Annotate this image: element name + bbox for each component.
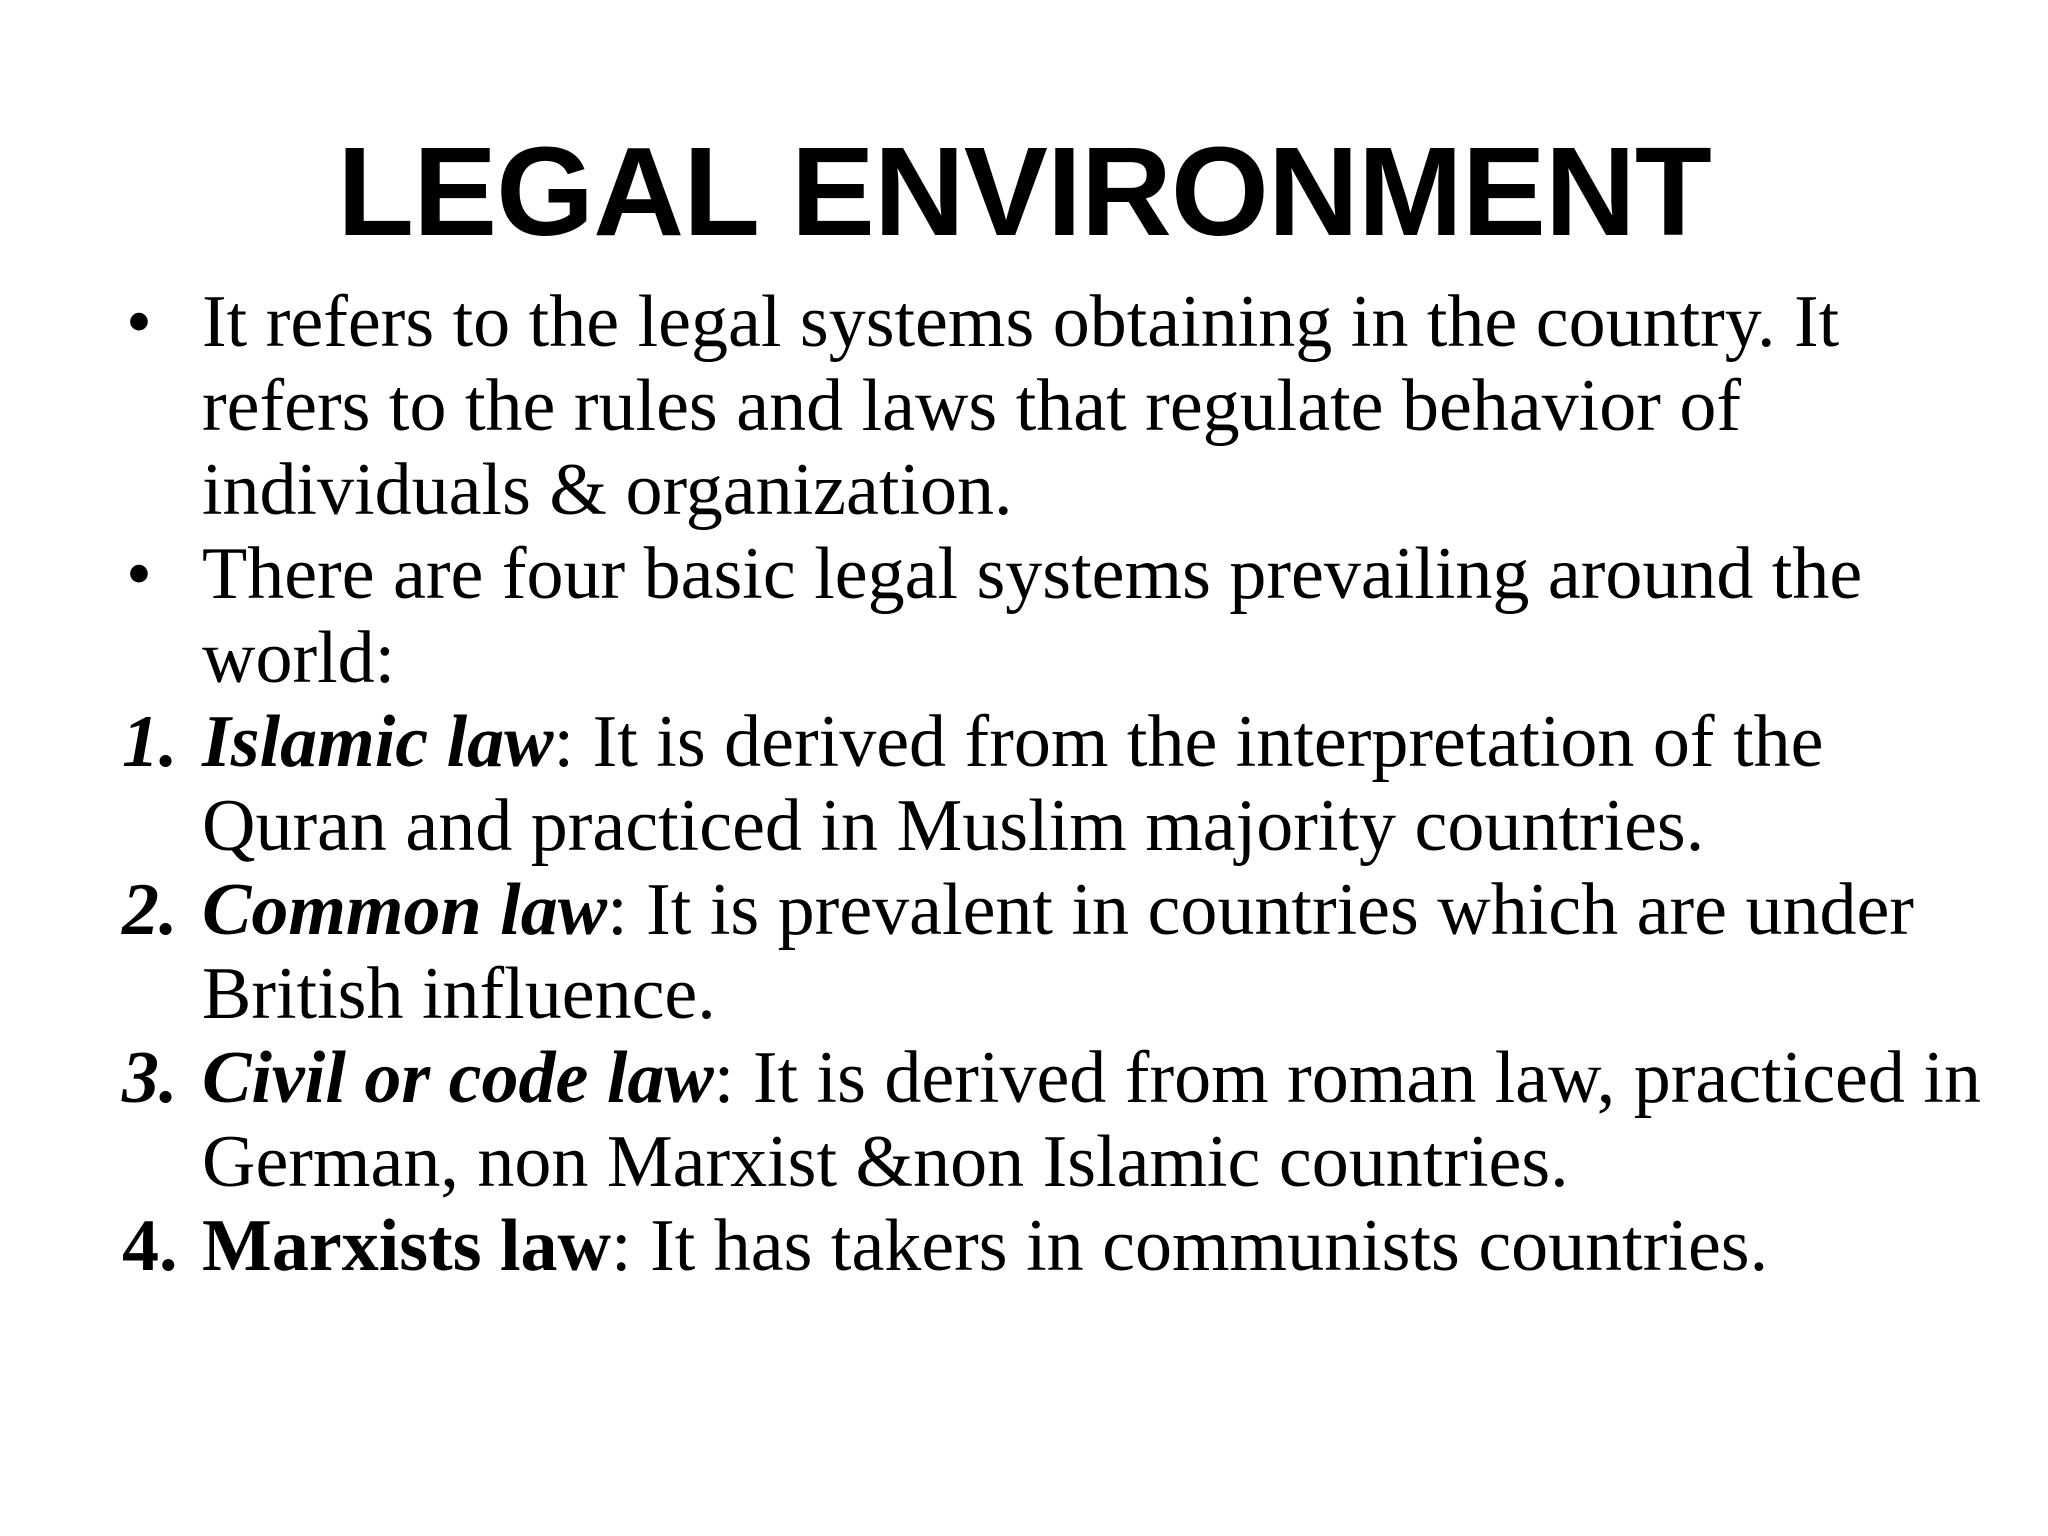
item-number: 4.	[122, 1205, 178, 1287]
bullet-text: There are four basic legal systems prevailing around the world:	[202, 533, 1863, 699]
item-number: 2.	[122, 869, 178, 951]
item-number: 3.	[122, 1037, 178, 1119]
bullet-text: It refers to the legal systems obtaining in the country. It refers to the rules and laws that regulate behavior of individuals & organization.	[202, 281, 1840, 531]
bullet-marker: •	[126, 281, 152, 363]
item-text: It has takers in communists countries.	[631, 1205, 1769, 1287]
bullet-marker: •	[126, 533, 152, 615]
item-term: Civil or code law	[202, 1037, 714, 1119]
item-term: Marxists law	[202, 1205, 611, 1287]
numbered-item-civil-law	[122, 1036, 2002, 1204]
item-term: Islamic law	[202, 701, 554, 783]
slide-title: LEGAL ENVIRONMENT	[337, 121, 1711, 262]
numbered-item-islamic-law	[122, 700, 2002, 868]
slide-content	[122, 280, 2002, 1288]
item-text: It is prevalent in countries which are under British influence.	[202, 869, 1914, 1035]
item-separator: :	[713, 1037, 735, 1119]
item-term: Common law	[202, 869, 608, 951]
bullet-item-four-systems	[122, 532, 2002, 700]
item-separator: :	[607, 869, 628, 951]
item-separator: :	[553, 701, 575, 783]
bullet-item-legal-systems-definition	[122, 280, 2002, 532]
numbered-item-marxists-law	[122, 1204, 2002, 1288]
item-number: 1.	[122, 701, 178, 783]
numbered-item-common-law	[122, 868, 2002, 1036]
item-text: It is derived from the interpretation of the Quran and practiced in Muslim majority countries.	[202, 701, 1824, 867]
item-text: It is derived from roman law, practiced in German, non Marxist &non Islamic countries.	[202, 1037, 1981, 1203]
item-separator: :	[611, 1205, 632, 1287]
